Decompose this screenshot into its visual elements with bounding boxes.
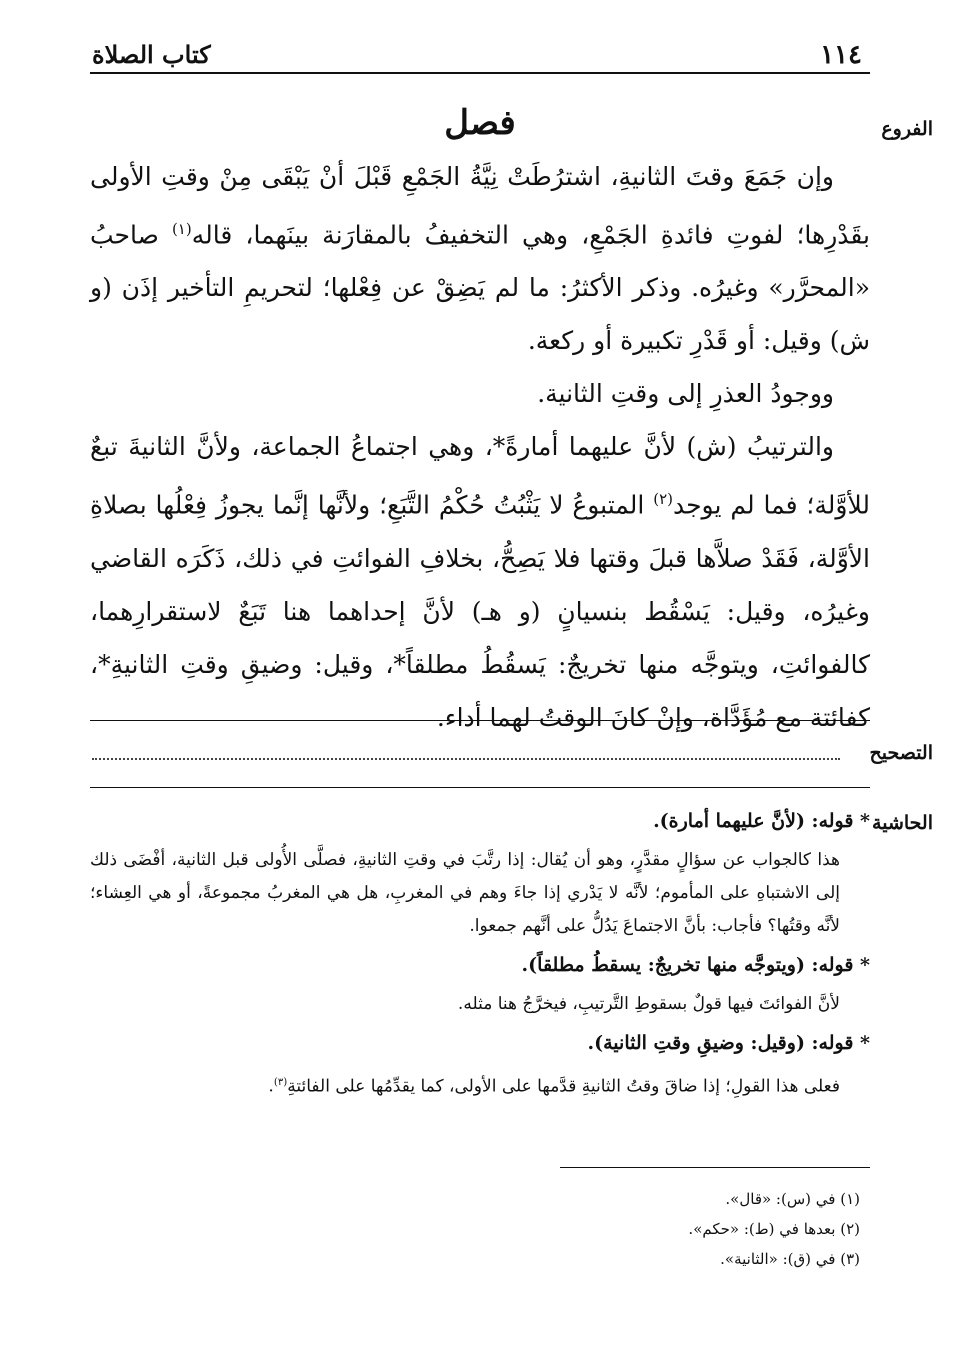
tashih-dotted-line [92, 758, 840, 760]
margin-label-furu: الفروع [881, 118, 933, 140]
margin-label-hashiya: الحاشية [872, 812, 933, 834]
paragraph-2: ووجودُ العذرِ إلى وقتِ الثانية. [537, 379, 834, 409]
divider-bottom [90, 787, 870, 788]
footnote-3: (٣) في (ق): «الثانية». [720, 1250, 860, 1268]
footnote-rule [560, 1167, 870, 1168]
footnote-2: (٢) بعدها في (ط): «حكم». [688, 1220, 860, 1238]
section-title: فصل [444, 103, 516, 143]
running-title: كتاب الصلاة [92, 40, 211, 69]
margin-label-tashih: التصحيح [869, 742, 933, 764]
hashiya-quote-2: * قوله: (ويتوجَّه منها تخريجٌ: يسقطُ مطلقاً). [521, 954, 870, 976]
footnote-ref-3[interactable]: (٣) [273, 1077, 288, 1088]
paragraph-1: وإن جَمَعَ وقتَ الثانيةِ، اشترُطَتْ نِيَّةُ الجَمْعِ قَبْلَ أنْ يَبْقَى مِنْ وقتِ الأولى بقَدْرِها؛ لفوتِ فائدةِ الجَمْعِ، وهي التخفيفُ بالمقارَنة بينَهما، قاله$^{(١)}$ صاحبُ «المحرَّر» وغيرُه. وذكر الأكثرُ: ما لم يَضِقْ عن فِعْلها؛ لتحريمِ التأخير إذَن (و ش) وقيل: أو قَدْرِ تكبيرة أو ركعة. [90, 162, 870, 356]
hashiya-quote-3: * قوله: (وقيل: وضيقِ وقتِ الثانية). [587, 1032, 870, 1054]
hashiya-section [90, 805, 870, 1110]
main-text [90, 150, 870, 744]
header-rule [90, 72, 870, 74]
hashiya-comment-1: هذا كالجواب عن سؤالٍ مقدَّرٍ، وهو أن يُقال: إذا رتَّبَ في وقتِ الثانيةِ، فصلَّى الأُولى قبل الثانية، أفْضَى ذلك إلى الاشتباهِ على المأموم؛ لأنَّه لا يَدْري إذا جاءَ وهم في المغربِ، هل هي المغربُ مجموعةً، أو هي العِشاء؛ لأنَّه وقتُها؟ فأجاب: بأنَّ الاجتماعَ يَدُلُّ على أنَّهم جمعوا. [90, 850, 840, 936]
hashiya-comment-2: لأنَّ الفوائتَ فيها قولٌ بسقوطِ التَّرتيبِ، فيخرَّجُ هنا مثله. [457, 994, 840, 1014]
page-number: ١١٤ [820, 40, 862, 70]
footnotes [90, 1184, 870, 1274]
divider-top [90, 720, 870, 721]
hashiya-quote-1: * قوله: (لأنَّ عليهما أمارة). [653, 810, 870, 832]
footnote-1: (١) في (س): «قال». [725, 1190, 860, 1208]
footnote-ref-1[interactable]: (١) [171, 220, 192, 238]
paragraph-3: والترتيبُ (ش) لأنَّ عليهما أمارةً*، وهي اجتماعُ الجماعة، ولأنَّ الثانيةَ تبعٌ للأوَّلة؛ فما لم يوجد$^{(٢)}$ المتبوعُ لا يَثْبُتُ حُكْمُ التَّبَعِ؛ ولأنَّها إنَّما يجوزُ فِعْلُها بصلاةِ الأوَّلة، فَقَدْ صلاَّها قبلَ وقتها فلا يَصِحُّ، بخلافِ الفوائتِ في ذلك، ذَكَرَه القاضي وغيرُه، وقيل: يَسْقُط بنسيانٍ (و هـ) لأنَّ إحداهما هنا تَبَعٌ لاستقرارِهما، كالفوائتِ، ويتوجَّه منها تخريجٌ: يَسقُطُ مطلقاً*، وقيل: وضيقِ وقتِ الثانيةِ*، كفائتة مع مُؤَدَّاة، وإنْ كانَ الوقتُ لهما أداء. [90, 432, 870, 732]
footnote-ref-2[interactable]: (٢) [653, 490, 673, 509]
hashiya-comment-3: فعلى هذا القولِ؛ إذا ضاقَ وقتُ الثانيةِ قدَّمها على الأولى، كما يقدِّمُها على الفائتةِ$^{(٣)}$. [268, 1076, 840, 1097]
